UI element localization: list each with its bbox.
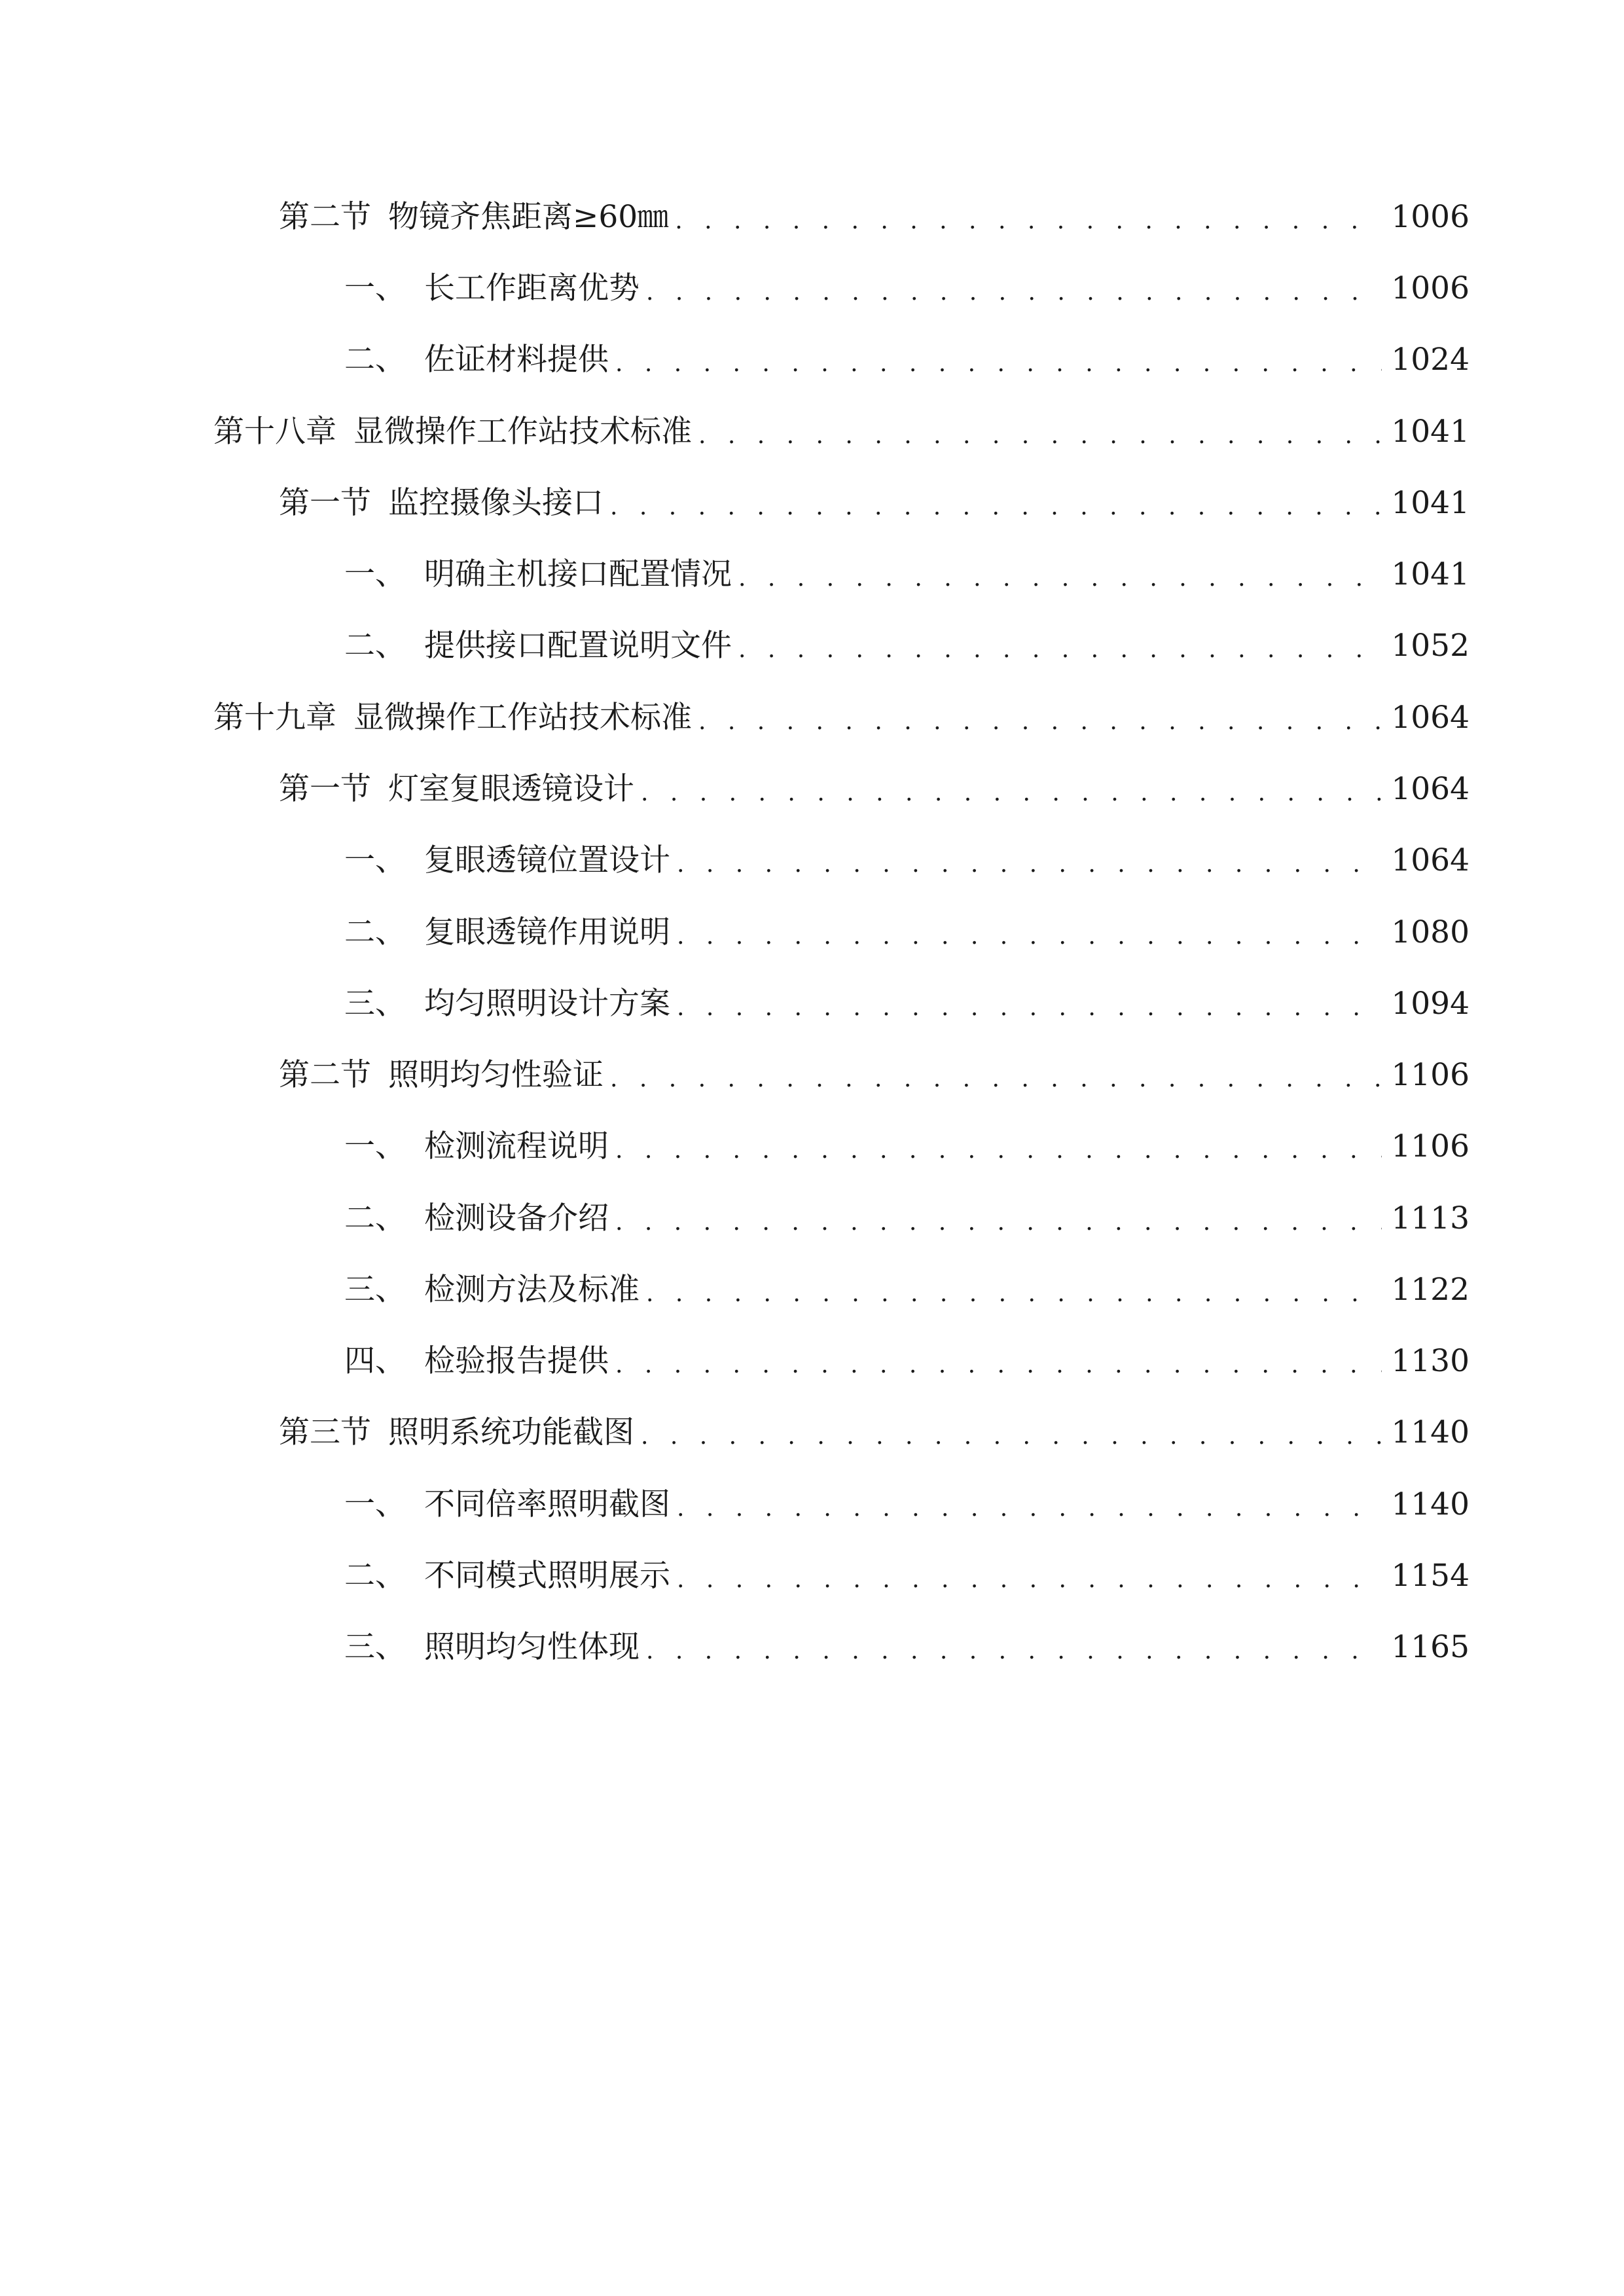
- toc-entry-title: 不同倍率照明截图: [424, 1486, 670, 1522]
- toc-entry-page-number: 1165: [1391, 1629, 1470, 1665]
- toc-entry-item[interactable]: [344, 978, 1470, 1030]
- toc-entry-page-number: 1052: [1391, 628, 1470, 664]
- toc-entry-item[interactable]: [344, 1121, 1470, 1173]
- toc-entry-title: 显微操作工作站技术标准: [353, 700, 692, 736]
- toc-dot-leader: [698, 410, 1382, 462]
- toc-entry-prefix: 二、: [344, 914, 406, 950]
- toc-dot-leader: [615, 338, 1382, 390]
- toc-entry-prefix: 第三节: [279, 1414, 371, 1450]
- toc-entry-title: 长工作距离优势: [424, 270, 640, 306]
- toc-entry-page-number: 1154: [1391, 1558, 1470, 1594]
- toc-entry-page-number: 1041: [1391, 556, 1470, 592]
- toc-entry-item[interactable]: [344, 906, 1470, 959]
- toc-entry-page-number: 1130: [1391, 1343, 1470, 1379]
- toc-entry-prefix: 四、: [344, 1343, 406, 1379]
- toc-entry-page-number: 1113: [1391, 1200, 1470, 1236]
- toc-entry-section[interactable]: [279, 477, 1470, 529]
- toc-entry-page-number: 1140: [1391, 1414, 1470, 1450]
- toc-entry-prefix: 二、: [344, 1200, 406, 1236]
- toc-dot-leader: [677, 1482, 1382, 1535]
- toc-dot-leader: [610, 481, 1382, 533]
- toc-entry-section[interactable]: [279, 1049, 1470, 1102]
- toc-entry-title: 检测设备介绍: [424, 1200, 609, 1236]
- toc-dot-leader: [698, 696, 1382, 748]
- toc-entry-section[interactable]: [279, 763, 1470, 816]
- toc-dot-leader: [677, 838, 1382, 891]
- toc-entry-title: 照明系统功能截图: [388, 1414, 634, 1450]
- toc-entry-title: 检验报告提供: [424, 1343, 609, 1379]
- toc-entry-item[interactable]: [344, 1193, 1470, 1245]
- toc-entry-prefix: 二、: [344, 342, 406, 378]
- toc-entry-prefix: 一、: [344, 270, 406, 306]
- toc-entry-page-number: 1041: [1391, 485, 1470, 521]
- toc-entry-item[interactable]: [344, 834, 1470, 887]
- toc-dot-leader: [677, 910, 1382, 963]
- toc-entry-page-number: 1080: [1391, 914, 1470, 950]
- toc-entry-item[interactable]: [344, 1264, 1470, 1316]
- toc-entry-item[interactable]: [344, 1479, 1470, 1531]
- toc-entry-prefix: 第二节: [279, 1057, 371, 1093]
- toc-entry-title: 明确主机接口配置情况: [424, 556, 732, 592]
- toc-entry-prefix: 三、: [344, 986, 406, 1022]
- toc-entry-title: 复眼透镜作用说明: [424, 914, 670, 950]
- toc-entry-page-number: 1006: [1391, 199, 1470, 235]
- toc-entry-page-number: 1094: [1391, 986, 1470, 1022]
- toc-entry-title: 不同模式照明展示: [424, 1558, 670, 1594]
- toc-entry-title: 检测方法及标准: [424, 1272, 640, 1308]
- toc-entry-prefix: 一、: [344, 556, 406, 592]
- toc-dot-leader: [646, 1625, 1382, 1677]
- toc-entry-prefix: 第十九章: [213, 700, 336, 736]
- toc-entry-page-number: 1106: [1391, 1057, 1470, 1093]
- toc-dot-leader: [677, 982, 1382, 1034]
- toc-entry-prefix: 第一节: [279, 485, 371, 521]
- toc-entry-chapter[interactable]: [213, 692, 1470, 744]
- toc-entry-prefix: 第一节: [279, 771, 371, 807]
- toc-entry-prefix: 三、: [344, 1272, 406, 1308]
- toc-dot-leader: [646, 1268, 1382, 1320]
- toc-dot-leader: [615, 1196, 1382, 1249]
- toc-entry-page-number: 1064: [1391, 700, 1470, 736]
- toc-entry-title: 物镜齐焦距离≥60㎜: [388, 199, 669, 235]
- toc-entry-page-number: 1024: [1391, 342, 1470, 378]
- toc-entry-page-number: 1122: [1391, 1272, 1470, 1308]
- toc-dot-leader: [738, 552, 1382, 605]
- toc-dot-leader: [675, 195, 1382, 247]
- toc-entry-prefix: 二、: [344, 1558, 406, 1594]
- toc-entry-title: 提供接口配置说明文件: [424, 628, 732, 664]
- toc-entry-title: 灯室复眼透镜设计: [388, 771, 634, 807]
- toc-entry-prefix: 一、: [344, 842, 406, 878]
- toc-entry-page-number: 1140: [1391, 1486, 1470, 1522]
- toc-entry-page-number: 1064: [1391, 771, 1470, 807]
- toc-dot-leader: [615, 1339, 1382, 1391]
- toc-entry-title: 检测流程说明: [424, 1128, 609, 1164]
- toc-entry-item[interactable]: [344, 334, 1470, 386]
- toc-entry-item[interactable]: [344, 1621, 1470, 1674]
- toc-dot-leader: [738, 624, 1382, 676]
- toc-entry-title: 复眼透镜位置设计: [424, 842, 670, 878]
- toc-entry-title: 照明均匀性体现: [424, 1629, 640, 1665]
- toc-entry-item[interactable]: [344, 1335, 1470, 1388]
- toc-entry-item[interactable]: [344, 620, 1470, 672]
- toc-entry-prefix: 二、: [344, 628, 406, 664]
- toc-entry-title: 照明均匀性验证: [388, 1057, 604, 1093]
- toc-dot-leader: [641, 1410, 1382, 1463]
- toc-entry-prefix: 三、: [344, 1629, 406, 1665]
- toc-entry-page-number: 1064: [1391, 842, 1470, 878]
- toc-entry-section[interactable]: [279, 1407, 1470, 1459]
- toc-dot-leader: [646, 266, 1382, 319]
- toc-entry-title: 均匀照明设计方案: [424, 986, 670, 1022]
- toc-entry-title: 显微操作工作站技术标准: [353, 414, 692, 450]
- toc-entry-item[interactable]: [344, 1550, 1470, 1602]
- toc-entry-chapter[interactable]: [213, 406, 1470, 458]
- toc-entry-prefix: 一、: [344, 1128, 406, 1164]
- toc-dot-leader: [610, 1053, 1382, 1105]
- toc-entry-title: 监控摄像头接口: [388, 485, 604, 521]
- toc-entry-page-number: 1006: [1391, 270, 1470, 306]
- toc-entry-title: 佐证材料提供: [424, 342, 609, 378]
- toc-entry-prefix: 一、: [344, 1486, 406, 1522]
- toc-entry-page-number: 1041: [1391, 414, 1470, 450]
- toc-entry-item[interactable]: [344, 548, 1470, 601]
- toc-entry-item[interactable]: [344, 262, 1470, 315]
- toc-dot-leader: [615, 1124, 1382, 1177]
- toc-entry-prefix: 第二节: [279, 199, 371, 235]
- toc-dot-leader: [677, 1554, 1382, 1606]
- toc-entry-prefix: 第十八章: [213, 414, 336, 450]
- toc-entry-page-number: 1106: [1391, 1128, 1470, 1164]
- toc-dot-leader: [641, 767, 1382, 819]
- toc-entry-section[interactable]: [279, 191, 1470, 243]
